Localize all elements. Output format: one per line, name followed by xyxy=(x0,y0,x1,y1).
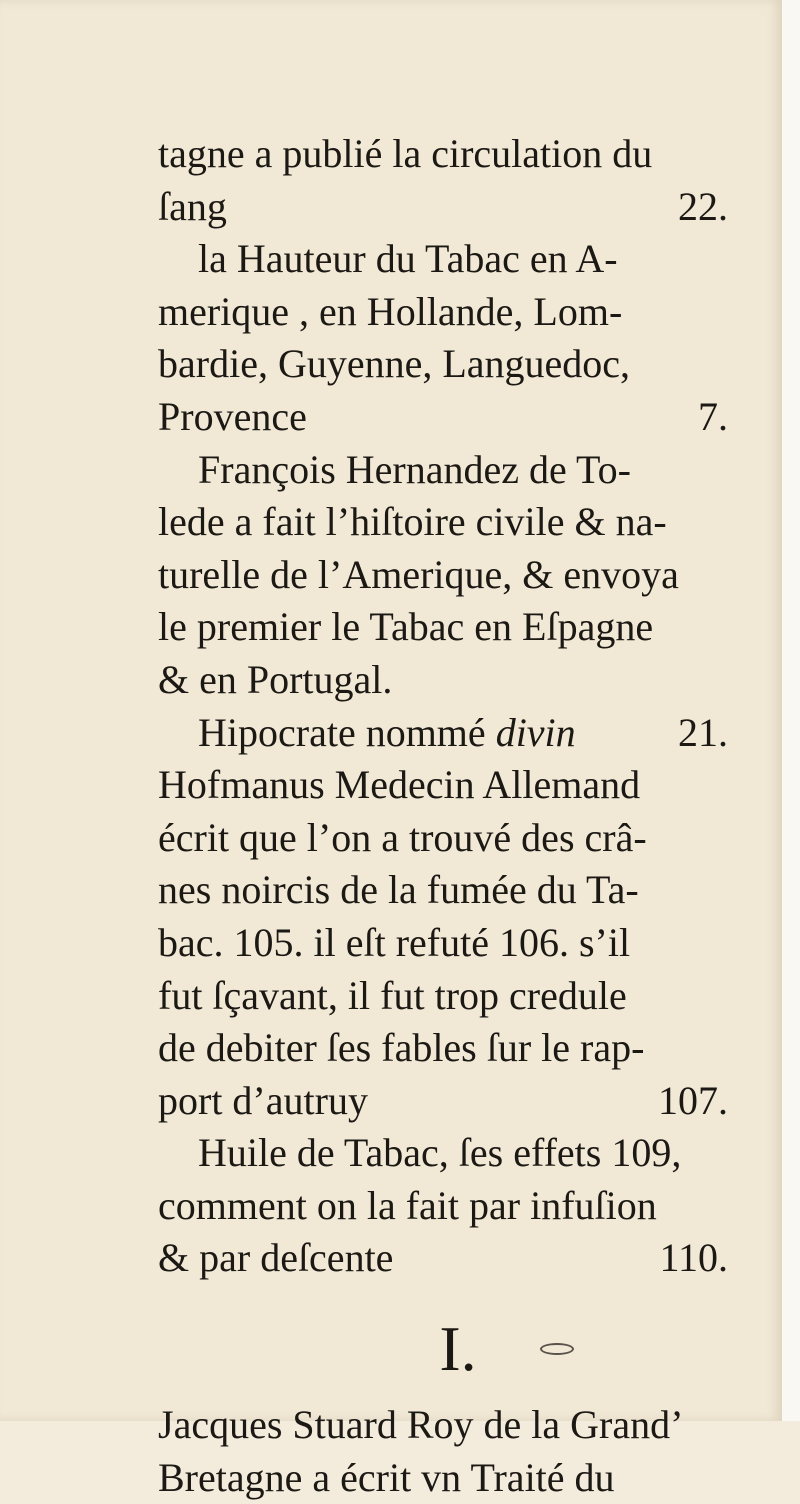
page-edge xyxy=(782,0,800,1421)
index-text xyxy=(158,128,728,1504)
entry-text: ſang xyxy=(158,183,227,229)
entry-text: Provence xyxy=(158,393,307,439)
text-line xyxy=(158,1232,728,1285)
text-line: merique , en Hollande, Lom- xyxy=(158,288,623,334)
text-line: nes noircis de la fumée du Ta- xyxy=(158,867,639,913)
page-number: 21. xyxy=(678,709,728,755)
section-letter: I. xyxy=(439,1313,477,1385)
entry-text xyxy=(198,707,576,760)
text-line: tagne a publié la circulation du xyxy=(158,131,653,176)
section-heading xyxy=(158,1299,728,1399)
page-number: 7. xyxy=(698,393,728,439)
text-line: Hofmanus Medecin Allemand xyxy=(158,762,641,808)
text-line: bardie, Guyenne, Languedoc, xyxy=(158,341,631,387)
entry-text-roman: Hipocrate nommé xyxy=(198,709,486,755)
text-line: écrit que l’on a trouvé des crâ- xyxy=(158,814,647,860)
text-line: turelle de l’Amerique, & envoya xyxy=(158,551,679,597)
text-line: la Hauteur du Tabac en A- xyxy=(198,236,618,282)
entry-text: & par deſcente xyxy=(158,1235,394,1281)
text-line: comment on la fait par infuſion xyxy=(158,1182,657,1228)
page-number: 110. xyxy=(659,1235,728,1281)
text-line: & en Portugal. xyxy=(158,656,393,702)
text-line xyxy=(158,391,728,444)
text-line: lede a fait l’hiſtoire civile & na- xyxy=(158,499,667,545)
text-line xyxy=(158,181,728,234)
entry-text-italic: divin xyxy=(495,709,576,755)
text-line: François Hernandez de To- xyxy=(198,446,631,492)
text-line: le premier le Tabac en Eſpagne xyxy=(158,604,654,650)
text-line xyxy=(158,707,728,760)
text-line: fut ſçavant, il fut trop credule xyxy=(158,972,627,1018)
ornament-icon xyxy=(540,1343,574,1355)
text-line xyxy=(158,1075,728,1128)
entry-text: port d’autruy xyxy=(158,1077,368,1123)
text-line: Huile de Tabac, ſes effets 109, xyxy=(198,1130,682,1176)
text-line: de debiter ſes fables ſur le rap- xyxy=(158,1025,645,1071)
page-number: 22. xyxy=(678,183,728,229)
text-line: Jacques Stuard Roy de la Grand’ xyxy=(158,1402,684,1448)
text-line: bac. 105. il eſt refuté 106. s’il xyxy=(158,919,631,965)
page-number: 107. xyxy=(658,1077,728,1123)
text-line: Bretagne a écrit vn Traité du xyxy=(158,1454,615,1500)
